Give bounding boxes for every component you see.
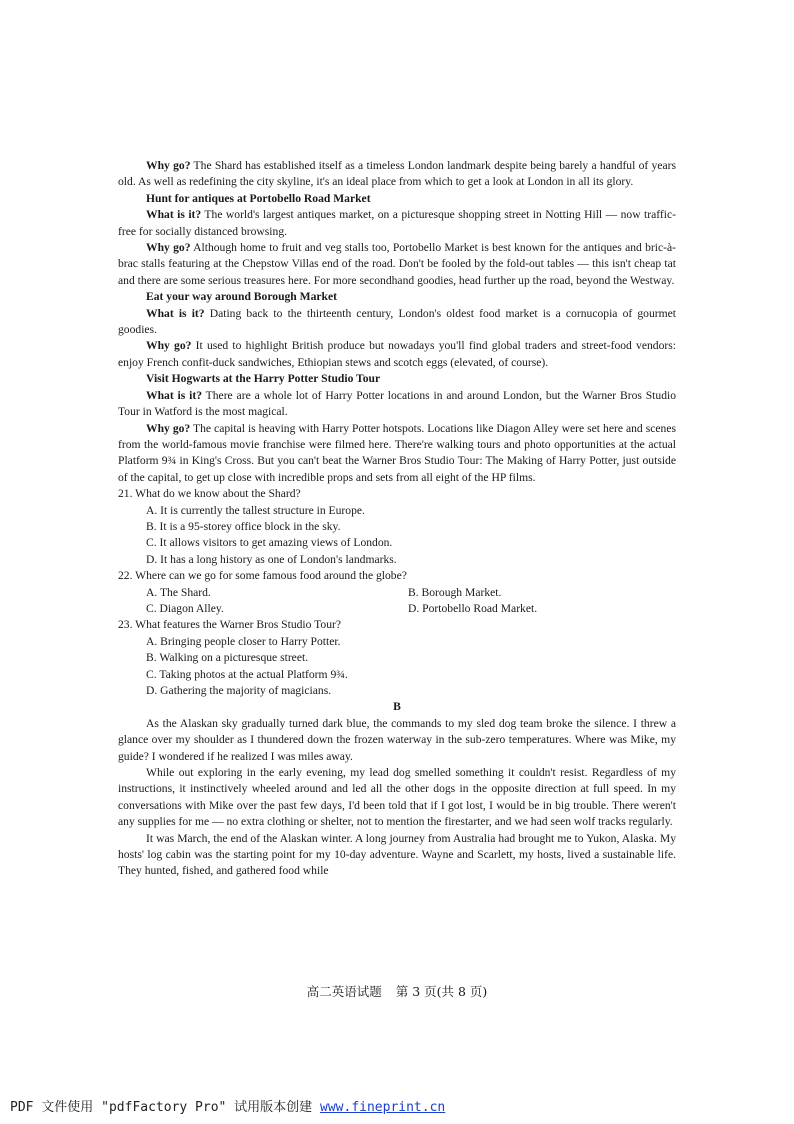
section-b-paragraph-3: It was March, the end of the Alaskan winter. A long journey from Australia had brought me to Yukon, Alaska. My hosts' log cabin was the starting point for my 10-day adventure. Wayne and Scarlett, my hosts, lived a sustainable life. They hunted, fished, and gathered food while [118,831,676,878]
question-23-option-c: C. Taking photos at the actual Platform 9¾. [146,667,348,681]
portobello-why-paragraph [118,240,676,289]
question-21-option-a: A. It is currently the tallest structure in Europe. [146,503,365,517]
hogwarts-why-paragraph [118,421,676,487]
section-b-paragraph-2: While out exploring in the early evening, my lead dog smelled something it couldn't resist. Regardless of my instructions, it instinctively wheeled around and led all the other dogs in the opposite direction at full speed. In my conversations with Mike over the past few days, I'd been told that if I got lost, I would be in big trouble. There weren't any supplies for me — no extra clothing or shelter, not to mention the firestarter, and we had seen wolf tracks regularly. [118,766,676,829]
exam-page [118,158,676,880]
hogwarts-what-paragraph [118,388,676,421]
question-22-option-b: B. Borough Market. [408,585,502,599]
hogwarts-why-text: The capital is heaving with Harry Potter hotspots. Locations like Diagon Alley were set here and scenes from the world-famous movie franchise were filmed here. There're walking tours and photo opportunities at the actual Platform 9¾ in King's Cross. But you can't beat the Warner Bros Studio Tour: The Making of Harry Potter, just outside of the capital, to get up close with incredible props and sets from all eight of the HP films. [118,421,676,484]
what-is-it-label: What is it? [146,306,205,320]
question-23-option-d: D. Gathering the majority of magicians. [146,684,332,697]
page-footer [0,982,794,1000]
why-go-label: Why go? [146,241,191,255]
question-22-option-a: A. The Shard. [146,585,211,599]
question-22-option-d: D. Portobello Road Market. [408,601,538,615]
question-21-option-d: D. It has a long history as one of London's landmarks. [146,552,397,566]
what-is-it-label: What is it? [146,388,203,402]
borough-what-paragraph [118,306,676,339]
hogwarts-what-text: There are a whole lot of Harry Potter locations in and around London, but the Warner Bros Studio Tour in Watford is the most magical. [118,388,677,419]
question-22-options-row-1 [118,585,676,601]
question-22-options-row-2 [118,601,676,617]
question-23-option-a: A. Bringing people closer to Harry Potter. [146,634,341,648]
footer-page-number: 第 3 页(共 8 页) [395,984,488,999]
question-21-option-b: B. It is a 95-storey office block in the sky. [146,519,341,533]
what-is-it-label: What is it? [146,208,202,222]
shard-why-paragraph [118,158,676,191]
fineprint-link[interactable]: www.fineprint.cn [320,1100,446,1115]
footer-exam-title: 高二英语试题 [306,984,382,999]
borough-heading: Eat your way around Borough Market [146,290,337,304]
question-22-option-c: C. Diagon Alley. [146,601,224,615]
shard-why-text: The Shard has established itself as a timeless London landmark despite being barely a handful of years old. As well as redefining the city skyline, it's an ideal place from which to get a look at London in all its glory. [118,159,676,189]
pdf-creator-note [10,1096,445,1115]
portobello-what-paragraph [118,207,676,240]
question-22-stem: 22. Where can we go for some famous food around the globe? [118,569,407,583]
pdf-note-text: PDF 文件使用 "pdfFactory Pro" 试用版本创建 [10,1100,321,1115]
borough-what-text: Dating back to the thirteenth century, London's oldest food market is a cornucopia of gourmet goodies. [118,306,676,337]
section-b-label: B [393,700,401,714]
portobello-why-text: Although home to fruit and veg stalls too, Portobello Market is best known for the antiques and bric-à-brac stalls featuring at the Chepstow Villas end of the road. Don't be fooled by the fold-out tables — this isn't cheap tat and there are some serious treasures here. For more secondhand goodies, head further up the road, beyond the Westway. [118,241,676,287]
hogwarts-heading: Visit Hogwarts at the Harry Potter Studio Tour [146,372,381,386]
question-21-stem: 21. What do we know about the Shard? [118,487,301,501]
question-23-stem: 23. What features the Warner Bros Studio Tour? [118,618,341,632]
question-23-option-b: B. Walking on a picturesque street. [146,651,309,665]
borough-why-paragraph [118,338,676,371]
portobello-heading: Hunt for antiques at Portobello Road Market [146,191,371,205]
why-go-label: Why go? [146,159,191,172]
why-go-label: Why go? [146,339,192,353]
why-go-label: Why go? [146,421,191,435]
section-b-paragraph-1: As the Alaskan sky gradually turned dark blue, the commands to my sled dog team broke the silence. I threw a glance over my shoulder as I thundered down the frozen waterway in the sub-zero temperatures. Where was Mike, my guide? I wondered if he realized I was miles away. [118,716,676,763]
portobello-what-text: The world's largest antiques market, on a picturesque shopping street in Notting Hill — now traffic-free for socially distanced browsing. [118,208,676,238]
question-21-option-c: C. It allows visitors to get amazing views of London. [146,536,393,550]
borough-why-text: It used to highlight British produce but nowadays you'll find global traders and street-food vendors: enjoy French confit-duck sandwiches, Ethiopian stews and scotch eggs (elevated, of course). [118,339,676,369]
